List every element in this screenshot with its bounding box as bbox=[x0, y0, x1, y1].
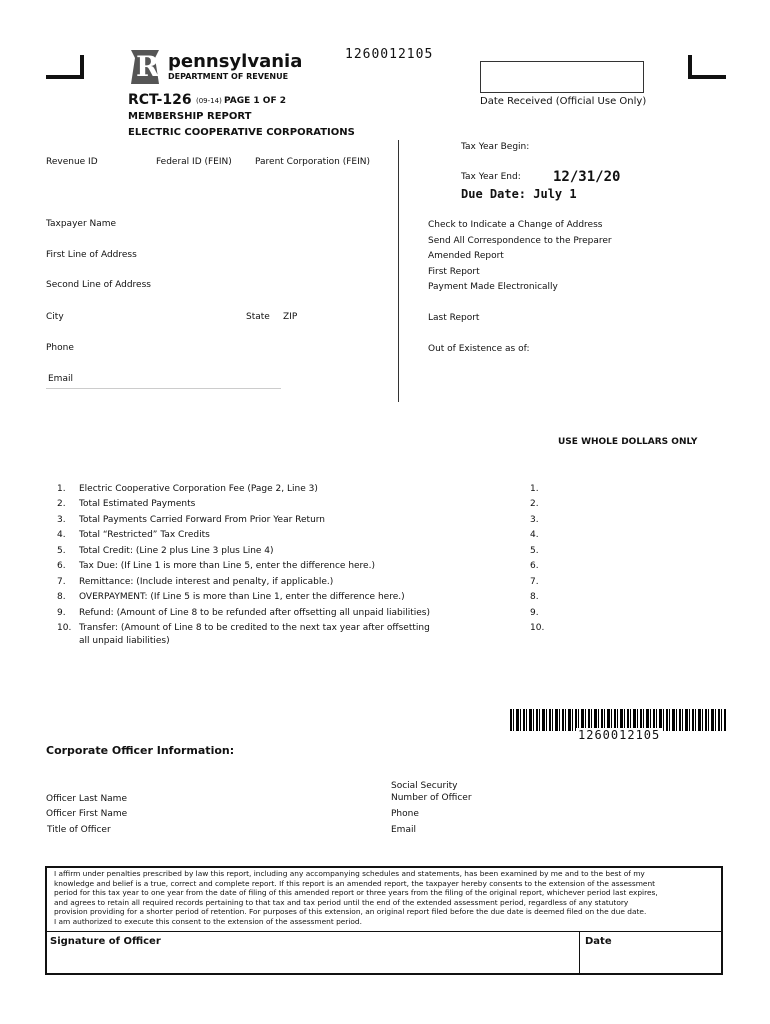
state-label: State bbox=[246, 312, 270, 322]
line-item: 3. Total Payments Carried Forward From Prior Year Return bbox=[57, 515, 326, 525]
date-received-box[interactable] bbox=[480, 61, 644, 93]
section-divider bbox=[398, 140, 399, 402]
line-item-continued: all unpaid liabilities) bbox=[79, 636, 170, 646]
signature-date-divider bbox=[579, 931, 580, 975]
line-ref[interactable]: 1. bbox=[530, 484, 539, 494]
signature-rule bbox=[45, 931, 723, 932]
check-change-address[interactable]: Check to Indicate a Change of Address bbox=[428, 220, 603, 230]
check-electronic[interactable]: Payment Made Electronically bbox=[428, 282, 558, 292]
brand-name: pennsylvania bbox=[168, 51, 303, 72]
form-id: RCT-126 bbox=[128, 92, 192, 108]
check-amended[interactable]: Amended Report bbox=[428, 251, 504, 261]
tax-year-end-label: Tax Year End: bbox=[461, 172, 521, 182]
check-first-report[interactable]: First Report bbox=[428, 267, 480, 277]
officer-last-name-label: Officer Last Name bbox=[46, 794, 127, 804]
email-label: Email bbox=[48, 374, 73, 384]
officer-phone-label: Phone bbox=[391, 809, 419, 819]
line-ref[interactable]: 9. bbox=[530, 608, 539, 618]
federal-id-label: Federal ID (FEIN) bbox=[156, 157, 232, 167]
department-name: DEPARTMENT OF REVENUE bbox=[168, 72, 289, 81]
city-label: City bbox=[46, 312, 64, 322]
line-item: 6. Tax Due: (If Line 1 is more than Line 5, enter the difference here.) bbox=[57, 561, 375, 571]
officer-ssn-label-1: Social Security bbox=[391, 781, 458, 791]
taxpayer-name-label: Taxpayer Name bbox=[46, 219, 117, 229]
form-title-1: MEMBERSHIP REPORT bbox=[128, 111, 252, 122]
line-ref[interactable]: 4. bbox=[530, 530, 539, 540]
officer-title-label: Title of Officer bbox=[47, 825, 111, 835]
line-item: 2. Total Estimated Payments bbox=[57, 499, 196, 509]
line-item: 1. Electric Cooperative Corporation Fee (Page 2, Line 3) bbox=[57, 484, 318, 494]
officer-heading: Corporate Officer Information: bbox=[46, 744, 235, 757]
date-received-label: Date Received (Official Use Only) bbox=[480, 96, 647, 107]
form-number-top: 1260012105 bbox=[345, 47, 434, 62]
form-page: PAGE 1 OF 2 bbox=[224, 96, 286, 106]
corner-mark-left bbox=[46, 55, 84, 79]
phone-label: Phone bbox=[46, 343, 74, 353]
line-ref[interactable]: 7. bbox=[530, 577, 539, 587]
line-item: 5. Total Credit: (Line 2 plus Line 3 plus Line 4) bbox=[57, 546, 274, 556]
logo-letter: R bbox=[136, 50, 160, 83]
line-item: 7. Remittance: (Include interest and penalty, if applicable.) bbox=[57, 577, 334, 587]
line-item: 8. OVERPAYMENT: (If Line 5 is more than Line 1, enter the difference here.) bbox=[57, 592, 405, 602]
corner-mark-right bbox=[688, 55, 726, 79]
form-title-2: ELECTRIC COOPERATIVE CORPORATIONS bbox=[128, 127, 355, 138]
whole-dollars-note: USE WHOLE DOLLARS ONLY bbox=[558, 437, 698, 447]
out-of-existence-label: Out of Existence as of: bbox=[428, 344, 530, 354]
parent-corp-label: Parent Corporation (FEIN) bbox=[255, 157, 370, 167]
date-label[interactable]: Date bbox=[585, 936, 612, 947]
tax-year-end-value: 12/31/20 bbox=[553, 169, 621, 185]
check-send-preparer[interactable]: Send All Correspondence to the Preparer bbox=[428, 236, 612, 246]
email-field-line[interactable] bbox=[46, 388, 281, 389]
address-line1-label: First Line of Address bbox=[46, 250, 137, 260]
line-ref[interactable]: 6. bbox=[530, 561, 539, 571]
line-ref[interactable]: 3. bbox=[530, 515, 539, 525]
line-ref[interactable]: 8. bbox=[530, 592, 539, 602]
line-ref[interactable]: 5. bbox=[530, 546, 539, 556]
check-last-report[interactable]: Last Report bbox=[428, 313, 480, 323]
revenue-id-label: Revenue ID bbox=[46, 157, 98, 167]
line-ref[interactable]: 2. bbox=[530, 499, 539, 509]
tax-year-begin-label: Tax Year Begin: bbox=[461, 142, 530, 152]
officer-ssn-label-2: Number of Officer bbox=[391, 793, 472, 803]
due-date: Due Date: July 1 bbox=[461, 187, 577, 201]
address-line2-label: Second Line of Address bbox=[46, 280, 151, 290]
line-item: 4. Total “Restricted” Tax Credits bbox=[57, 530, 210, 540]
zip-label: ZIP bbox=[283, 312, 298, 322]
line-item: 10. Transfer: (Amount of Line 8 to be credited to the next tax year after offsetting bbox=[57, 623, 430, 633]
form-revision: (09-14) bbox=[196, 97, 222, 105]
signature-label[interactable]: Signature of Officer bbox=[50, 936, 161, 947]
barcode-number: 1260012105 bbox=[578, 728, 661, 742]
officer-first-name-label: Officer First Name bbox=[46, 809, 128, 819]
line-ref[interactable]: 10. bbox=[530, 623, 545, 633]
affirmation-text: I affirm under penalties prescribed by law this report, including any accompanying schedules and statements, has been examined by me and to the best of my knowledge and belief is a true, correct and complete report. If this report is an amended report, the taxpayer hereby consents to the extension of the assessment period for this tax year to one year from the date of filing of this amended report or three years from the filing of the original report, whichever period last expires, and agrees to retain all required records pertaining to that tax and tax period until the end of the extended assessment period, regardless of any statutory provision providing for a shorter period of retention. For purposes of this extension, an original report filed before the due date is deemed filed on the due date. I am authorized to execute this consent to the extension of the assessment period. bbox=[54, 869, 658, 926]
line-item: 9. Refund: (Amount of Line 8 to be refunded after offsetting all unpaid liabilities) bbox=[57, 608, 430, 618]
officer-email-label: Email bbox=[391, 825, 416, 835]
